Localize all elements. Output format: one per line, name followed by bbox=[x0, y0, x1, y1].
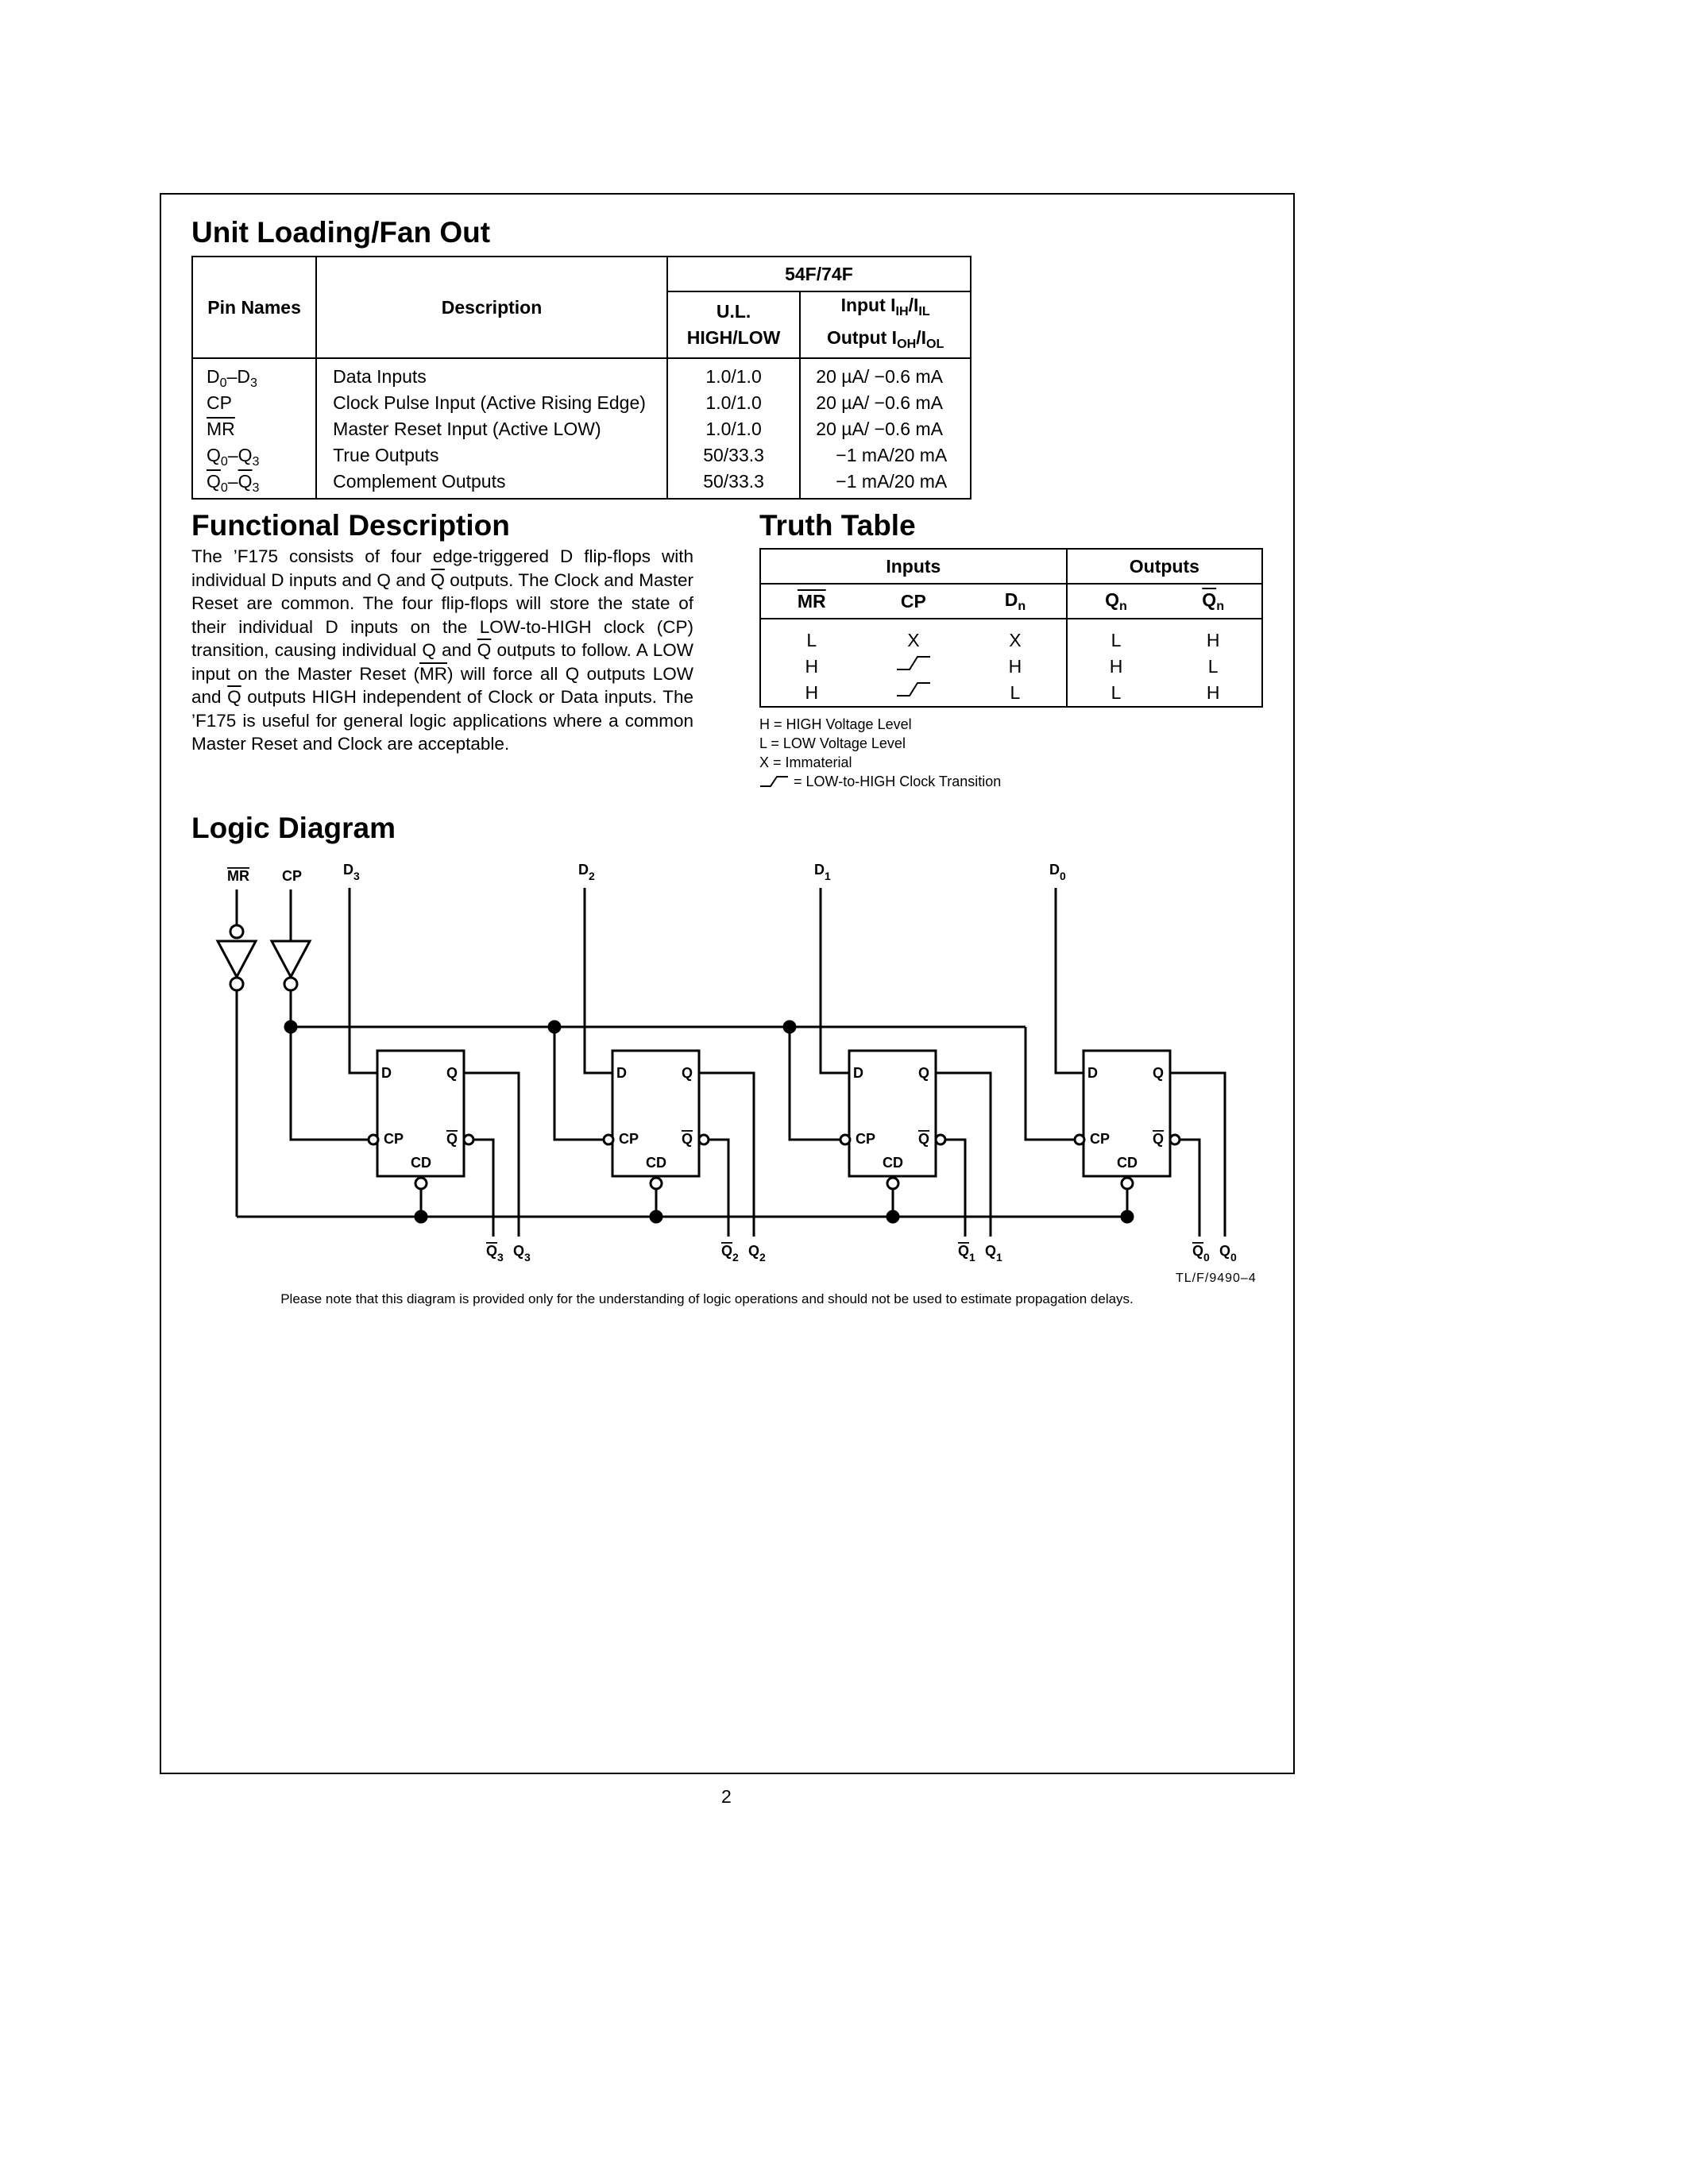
legend-low: L = LOW Voltage Level bbox=[759, 735, 906, 751]
ff-q-label: Q bbox=[682, 1065, 693, 1081]
bubble-icon bbox=[1075, 1135, 1084, 1144]
ff-cp-label: CP bbox=[384, 1131, 404, 1147]
d2-wire bbox=[585, 888, 612, 1073]
ff-clock-wire bbox=[790, 1027, 841, 1140]
cp-label: CP bbox=[282, 868, 303, 884]
legend-high: H = HIGH Voltage Level bbox=[759, 716, 912, 732]
tt-q-values: L H L bbox=[1067, 619, 1165, 707]
ff-qb-label: Q bbox=[1153, 1131, 1165, 1147]
qbar2-wire bbox=[709, 1140, 728, 1237]
ff-cp-label: CP bbox=[619, 1131, 639, 1147]
d1-wire bbox=[821, 888, 849, 1073]
ff-clock-wire bbox=[554, 1027, 605, 1140]
bubble-icon bbox=[415, 1178, 427, 1189]
junction-dot bbox=[1122, 1211, 1133, 1222]
bubble-icon bbox=[887, 1178, 898, 1189]
tt-col-cp: CP bbox=[863, 584, 965, 619]
header-io: Input $I_{IH}/I_{IL}$ Output $I_{OH}/I_{OL}$ bbox=[800, 291, 971, 358]
ff-qb-label: Q bbox=[446, 1131, 458, 1147]
ff-qb-label: Q bbox=[682, 1131, 693, 1147]
ff-d-label: D bbox=[381, 1065, 392, 1081]
ff-qb-label: Q bbox=[918, 1131, 930, 1147]
qbar3-wire bbox=[473, 1140, 493, 1237]
diagram-note: Please note that this diagram is provided only for the understanding of logic operations and should not be used to estimate propagation delays. bbox=[280, 1291, 1134, 1306]
d0-wire bbox=[1056, 888, 1083, 1073]
bubble-icon bbox=[651, 1178, 662, 1189]
mr-label: MR bbox=[227, 868, 249, 884]
io-column: 20 µA/ −0.6 mA 20 µA/ −0.6 mA 20 µA/ −0.6 mA −1 mA/20 mA −1 mA/20 mA bbox=[800, 358, 971, 499]
ff-cd-label: CD bbox=[411, 1155, 431, 1171]
tt-col-mr: $\overline{MR}$ bbox=[760, 584, 863, 619]
tt-outputs-header: Outputs bbox=[1067, 549, 1262, 584]
inverter-icon bbox=[218, 941, 256, 977]
q0-label: $Q_0$ bbox=[1219, 1243, 1237, 1264]
bubble-icon bbox=[604, 1135, 613, 1144]
tt-qb-values: H L H bbox=[1165, 619, 1262, 707]
bubble-icon bbox=[840, 1135, 850, 1144]
ff-d-label: D bbox=[1087, 1065, 1098, 1081]
header-description: Description bbox=[316, 257, 667, 358]
tt-col-d: $D_n$ bbox=[964, 584, 1067, 619]
bubble-icon bbox=[1122, 1178, 1133, 1189]
q0-wire bbox=[1170, 1073, 1225, 1237]
bubble-icon bbox=[369, 1135, 378, 1144]
header-family: 54F/74F bbox=[667, 257, 971, 291]
q1-wire bbox=[936, 1073, 991, 1237]
header-ul: U.L. HIGH/LOW bbox=[667, 291, 800, 358]
bubble-icon bbox=[1170, 1135, 1180, 1144]
q3-label: $Q_3$ bbox=[513, 1243, 531, 1264]
bubble-icon bbox=[230, 925, 243, 938]
ff-cd-label: CD bbox=[1117, 1155, 1138, 1171]
ff-d-label: D bbox=[853, 1065, 863, 1081]
bubble-icon bbox=[936, 1135, 945, 1144]
functional-description-text: The ’F175 consists of four edge-triggered D flip-flops with individual D inputs and Q and $\overline{Q}$ outputs. The Clock and Master Reset are common. The four flip-flops will store the state of their individual D inputs on the LOW-to-HIGH clock (CP) transition, causing individual Q and $\overline{Q}$ outputs to follow. A LOW input on the Master Reset $(\overline{MR})$ will force all Q outputs LOW and $\overline{Q}$ outputs HIGH independent of Clock or Data inputs. The ’F175 is useful for general logic applications where a common Master Reset and Clock are acceptable. bbox=[191, 546, 693, 754]
qbar1-label: $Q_1$ bbox=[958, 1243, 975, 1264]
junction-dot bbox=[651, 1211, 662, 1222]
d0-label: $D_0$ bbox=[1049, 862, 1066, 882]
qbar0-label: $Q_0$ bbox=[1192, 1243, 1210, 1264]
q2-label: $Q_2$ bbox=[748, 1243, 766, 1264]
ff-cp-label: CP bbox=[1090, 1131, 1111, 1147]
ul-column: 1.0/1.0 1.0/1.0 1.0/1.0 50/33.3 50/33.3 bbox=[667, 358, 800, 499]
d3-wire bbox=[350, 888, 377, 1073]
tt-mr-values: L H H bbox=[760, 619, 863, 707]
functional-description-title: Functional Description bbox=[191, 509, 510, 542]
bubble-icon bbox=[464, 1135, 473, 1144]
legend-immaterial: X = Immaterial bbox=[759, 754, 852, 770]
qbar2-label: $Q_2$ bbox=[721, 1243, 739, 1264]
page-number: 2 bbox=[721, 1786, 732, 1807]
truth-table-title: Truth Table bbox=[759, 509, 916, 542]
ff-q-label: Q bbox=[918, 1065, 930, 1081]
junction-dot bbox=[887, 1211, 898, 1222]
tt-d-values: X H L bbox=[964, 619, 1067, 707]
q1-label: $Q_1$ bbox=[985, 1243, 1002, 1264]
description-column: Data Inputs Clock Pulse Input (Active Rising Edge) Master Reset Input (Active LOW) True Outputs Complement Outputs bbox=[316, 358, 667, 499]
tt-col-qb: $\overline{Q}_n$ bbox=[1165, 584, 1262, 619]
legend-clock: = LOW-to-HIGH Clock Transition bbox=[759, 772, 1001, 791]
inverter-icon bbox=[272, 941, 310, 977]
ff-q-label: Q bbox=[446, 1065, 458, 1081]
bubble-icon bbox=[230, 978, 243, 990]
header-pin-names: Pin Names bbox=[192, 257, 316, 358]
tt-cp-values: X bbox=[863, 619, 965, 707]
bubble-icon bbox=[699, 1135, 709, 1144]
qbar3-label: $Q_3$ bbox=[486, 1243, 504, 1264]
ff-cd-label: CD bbox=[883, 1155, 903, 1171]
junction-dot bbox=[415, 1211, 427, 1222]
tt-col-q: $Q_n$ bbox=[1067, 584, 1165, 619]
qbar0-wire bbox=[1180, 1140, 1199, 1237]
ff-cd-label: CD bbox=[646, 1155, 666, 1171]
d2-label: $D_2$ bbox=[578, 862, 595, 882]
ff-cp-label: CP bbox=[856, 1131, 876, 1147]
figure-id: TL/F/9490–4 bbox=[1176, 1271, 1257, 1285]
q3-wire bbox=[464, 1073, 519, 1237]
qbar1-wire bbox=[945, 1140, 965, 1237]
logic-diagram-title: Logic Diagram bbox=[191, 812, 396, 844]
ff-clock-wire bbox=[291, 1027, 369, 1140]
ff-clock-wire bbox=[1026, 1027, 1076, 1140]
ff-d-label: D bbox=[616, 1065, 627, 1081]
tt-inputs-header: Inputs bbox=[760, 549, 1067, 584]
bubble-icon bbox=[284, 978, 297, 990]
ff-q-label: Q bbox=[1153, 1065, 1165, 1081]
d3-label: $D_3$ bbox=[343, 862, 360, 882]
q2-wire bbox=[699, 1073, 754, 1237]
pin-names-column: $D_0-D_3$ CP $\overline{MR}$ $Q_0-Q_3$ $\overline{Q}_0-\overline{Q}_3$ bbox=[192, 358, 316, 499]
unit-loading-title: Unit Loading/Fan Out bbox=[191, 216, 491, 249]
d1-label: $D_1$ bbox=[814, 862, 831, 882]
